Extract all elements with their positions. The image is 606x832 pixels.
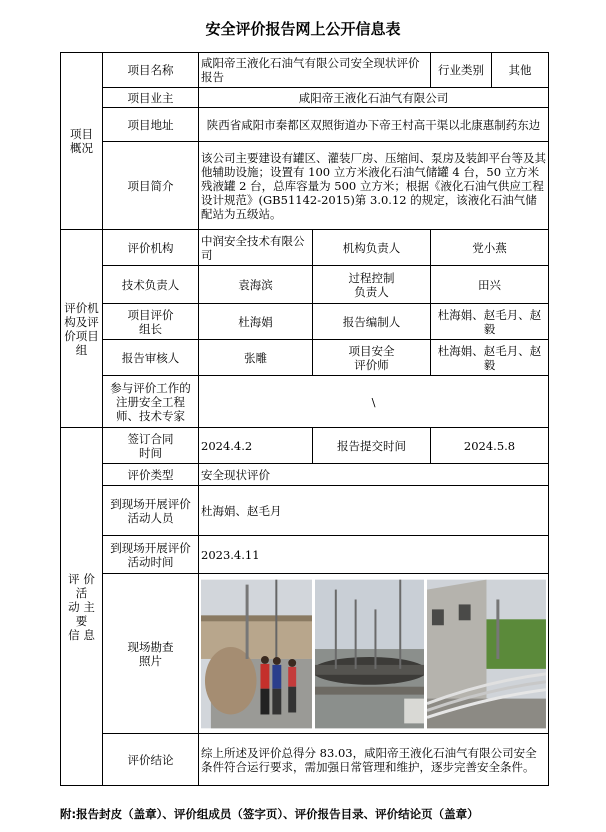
project-intro-label: 项目简介	[103, 142, 199, 230]
info-table	[60, 52, 549, 786]
site-photo-pipes	[427, 579, 546, 729]
reviewer-value: 张雕	[199, 340, 313, 376]
site-photo-tanks	[315, 579, 424, 729]
eval-type-value: 安全现状评价	[199, 464, 549, 486]
site-photos	[199, 574, 549, 734]
onsite-staff-label: 到现场开展评价活动人员	[103, 486, 199, 536]
participants-value: \	[199, 376, 549, 428]
project-owner-label: 项目业主	[103, 88, 199, 108]
submit-date-value: 2024.5.8	[431, 428, 549, 464]
agency-head-label: 机构负责人	[313, 230, 431, 266]
page-title: 安全评价报告网上公开信息表	[205, 20, 401, 38]
photos-label: 现场勘查 照片	[103, 574, 199, 734]
attachments-note: 附:报告封皮（盖章）、评价组成员（签字页）、评价报告目录、评价结论页（盖章）	[60, 807, 479, 821]
onsite-date-value: 2023.4.11	[199, 536, 549, 574]
submit-date-label: 报告提交时间	[313, 428, 431, 464]
project-address-value: 陕西省咸阳市秦都区双照街道办下帝王村高干渠以北康惠制药东边	[199, 108, 549, 142]
industry-label: 行业类别	[431, 53, 492, 87]
team-leader-label: 项目评价 组长	[103, 304, 199, 340]
project-owner-value: 咸阳帝王液化石油气有限公司	[199, 88, 549, 108]
tech-head-label: 技术负责人	[103, 266, 199, 304]
project-intro-value: 该公司主要建设有罐区、灌装厂房、压缩间、泵房及装卸平台等及其他辅助设施；设置有 100 立方米液化石油气储罐 4 台，50 立方米残液罐 2 台，总库容量为 500 立方米；根据《液化石油气供应工程设计规范》(GB51142-2015)第 3.0.12 的规定，该液化石油气储配站为五级站。	[199, 142, 549, 230]
conclusion-value: 综上所述及评价总得分 83.03，咸阳帝王液化石油气有限公司安全条件符合运行要求，需加强日常管理和维护，逐步完善安全条件。	[199, 734, 549, 786]
project-name-label: 项目名称	[103, 53, 199, 88]
report-author-value: 杜海娟、赵毛月、赵毅	[431, 304, 549, 340]
project-address-label: 项目地址	[103, 108, 199, 142]
agency-value: 中润安全技术有限公司	[199, 230, 313, 266]
contract-date-value: 2024.4.2	[199, 428, 313, 464]
conclusion-label: 评价结论	[103, 734, 199, 786]
organization-section-label: 评价机 构及评 价项目 组	[61, 230, 103, 428]
process-head-label: 过程控制 负责人	[313, 266, 431, 304]
site-photo-gate	[201, 579, 312, 729]
onsite-date-label: 到现场开展评价活动时间	[103, 536, 199, 574]
onsite-staff-value: 杜海娟、赵毛月	[199, 486, 549, 536]
agency-head-value: 党小燕	[431, 230, 549, 266]
process-head-value: 田兴	[431, 266, 549, 304]
activities-section-label: 评 价 活 动 主 要 信 息	[61, 428, 103, 786]
safety-evaluator-label: 项目安全 评价师	[313, 340, 431, 376]
contract-date-label: 签订合同 时间	[103, 428, 199, 464]
reviewer-label: 报告审核人	[103, 340, 199, 376]
industry-value: 其他	[508, 63, 532, 77]
tech-head-value: 袁海滨	[199, 266, 313, 304]
safety-evaluator-value: 杜海娟、赵毛月、赵毅	[431, 340, 549, 376]
overview-section-label: 项目 概况	[61, 53, 103, 230]
participants-label: 参与评价工作的注册安全工程师、技术专家	[103, 376, 199, 428]
team-leader-value: 杜海娟	[199, 304, 313, 340]
report-author-label: 报告编制人	[313, 304, 431, 340]
eval-type-label: 评价类型	[103, 464, 199, 486]
project-name-value: 咸阳帝王液化石油气有限公司安全现状评价报告	[199, 53, 431, 88]
split-industry	[431, 53, 549, 88]
agency-label: 评价机构	[103, 230, 199, 266]
